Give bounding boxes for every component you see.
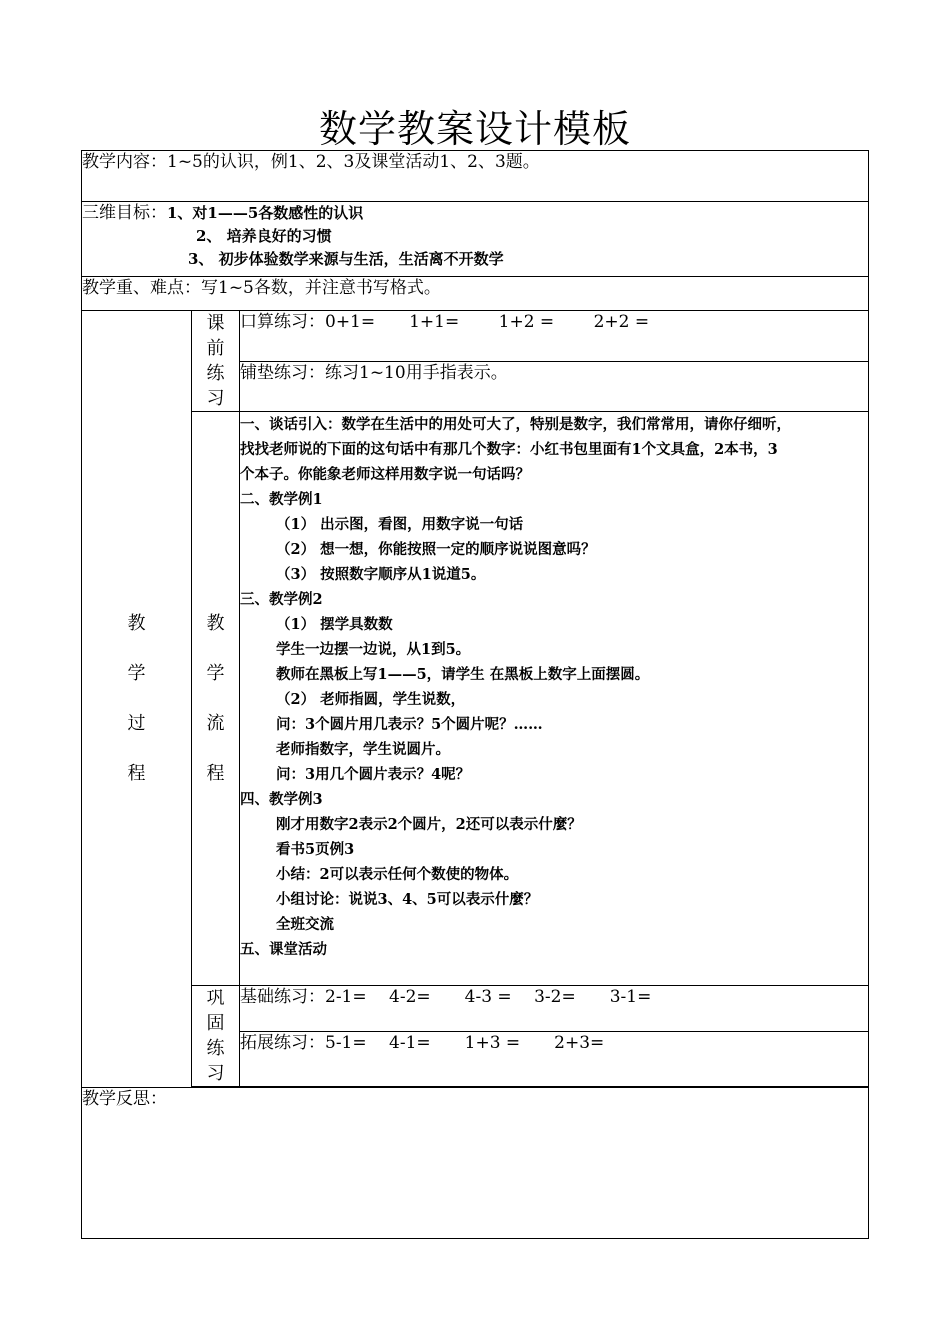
flow-line: 小组讨论：说说3、4、5可以表示什麼？ bbox=[276, 891, 539, 908]
flow-line: 问：3个圆片用几表示？5个圆片呢？…… bbox=[276, 716, 543, 733]
flow-line: 学生一边摆一边说，从1到5。 bbox=[276, 641, 471, 658]
flow-line: （2） 老师指圆，学生说数， bbox=[276, 691, 466, 708]
process-label-char: 过 bbox=[127, 713, 146, 734]
consolidation-label-char: 练 bbox=[206, 1038, 225, 1059]
lesson-plan-table bbox=[81, 150, 869, 1239]
flow-line: 一、谈话引入：数学在生活中的用处可大了，特别是数字，我们常常用，请你仔细听， bbox=[240, 416, 791, 433]
flow-label-char: 程 bbox=[206, 762, 225, 784]
goal-item-1: 1、对1——5各数感性的认识 bbox=[167, 204, 364, 222]
goals-label: 三维目标： bbox=[82, 203, 167, 223]
pre-practice-label-char: 前 bbox=[206, 338, 225, 359]
flow-label-cell bbox=[192, 412, 240, 986]
prep-practice: 铺垫练习：练习1~10用手指表示。 bbox=[240, 361, 869, 412]
key-points-cell bbox=[82, 277, 869, 311]
goal-item-2: 2、 培养良好的习惯 bbox=[196, 227, 332, 245]
flow-line: 问：3用几个圆片表示？4呢？ bbox=[276, 766, 471, 783]
content-cell bbox=[82, 151, 869, 202]
flow-line: 个本子。你能象老师这样用数字说一句话吗？ bbox=[240, 466, 530, 483]
extended-practice: 拓展练习：5-1= 4-1= 1+3 = 2+3= bbox=[240, 1032, 869, 1087]
consolidation-label-char: 巩 bbox=[206, 988, 225, 1009]
flow-label-char: 教 bbox=[206, 612, 225, 634]
flow-line: （1） 出示图，看图，用数字说一句话 bbox=[276, 516, 524, 533]
consolidation-label-char: 固 bbox=[206, 1013, 225, 1034]
consolidation-label-char: 习 bbox=[206, 1063, 225, 1084]
flow-line: 二、教学例1 bbox=[240, 491, 323, 508]
flow-line: 三、教学例2 bbox=[240, 591, 323, 608]
pre-practice-label-cell bbox=[192, 311, 240, 412]
process-label-cell bbox=[82, 311, 192, 1088]
reflection-label: 教学反思： bbox=[82, 1089, 167, 1109]
flow-line: 老师指数字，学生说圆片。 bbox=[276, 741, 450, 758]
teaching-content: 教学内容：1~5的认识，例1、2、3及课堂活动1、2、3题。 bbox=[82, 152, 540, 172]
flow-line: 全班交流 bbox=[276, 916, 334, 933]
goal-item-3: 3、 初步体验数学来源与生活，生活离不开数学 bbox=[188, 250, 504, 268]
consolidation-label-cell bbox=[192, 986, 240, 1087]
pre-practice-label-char: 练 bbox=[206, 363, 225, 384]
flow-line: 四、教学例3 bbox=[240, 791, 323, 808]
process-label-char: 教 bbox=[127, 613, 146, 634]
flow-line: 找找老师说的下面的这句话中有那几个数字：小红书包里面有1个文具盒，2本书，3 bbox=[240, 441, 778, 458]
flow-line: （1） 摆学具数数 bbox=[276, 616, 393, 633]
flow-line: 五、课堂活动 bbox=[240, 941, 327, 958]
pre-practice-label-char: 课 bbox=[206, 313, 225, 334]
flow-line: （3） 按照数字顺序从1说道5。 bbox=[276, 566, 486, 583]
teaching-flow bbox=[240, 412, 869, 986]
flow-line: 刚才用数字2表示2个圆片，2还可以表示什麼？ bbox=[276, 816, 582, 833]
flow-label-char: 学 bbox=[206, 662, 225, 684]
process-label-char: 程 bbox=[127, 763, 146, 784]
flow-line: 看书5页例3 bbox=[276, 841, 355, 858]
flow-line: 小结：2可以表示任何个数使的物体。 bbox=[276, 866, 519, 883]
oral-practice: 口算练习：0+1= 1+1= 1+2 = 2+2 = bbox=[240, 311, 869, 362]
flow-line: 教师在黑板上写1——5，请学生 在黑板上数字上面摆圆。 bbox=[276, 666, 650, 683]
flow-label-char: 流 bbox=[206, 712, 225, 734]
basic-practice: 基础练习：2-1= 4-2= 4-3 = 3-2= 3-1= bbox=[240, 986, 869, 1032]
reflection-cell bbox=[82, 1088, 869, 1239]
page-title: 数学教案设计模板 bbox=[318, 107, 631, 151]
key-points: 教学重、难点：写1~5各数，并注意书写格式。 bbox=[82, 278, 441, 298]
process-label-char: 学 bbox=[127, 663, 146, 684]
flow-line: （2） 想一想，你能按照一定的顺序说说图意吗？ bbox=[276, 541, 596, 558]
pre-practice-label-char: 习 bbox=[206, 388, 225, 409]
goals-cell bbox=[82, 202, 869, 277]
